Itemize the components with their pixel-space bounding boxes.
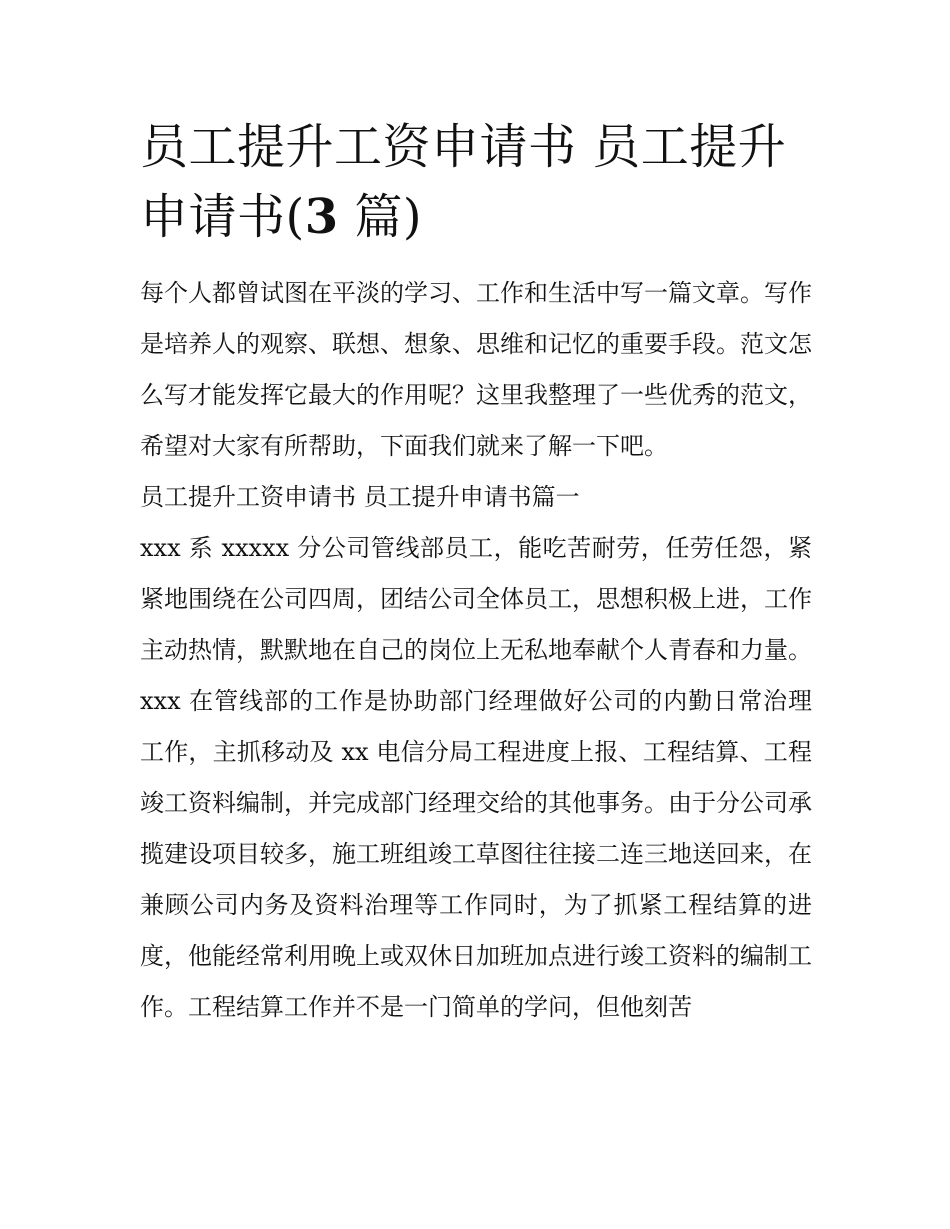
body-paragraph-2: xxx 在管线部的工作是协助部门经理做好公司的内勤日常治理工作，主抓移动及 xx 电信分局工程进度上报、工程结算、工程竣工资料编制，并完成部门经理交给的其他事务。由于分公司承揽建设项目较多，施工班组竣工草图往往接二连三地送回来，在兼顾公司内务及资料治理等工作同时，为了抓紧工程结算的进度，他能经常利用晚上或双休日加班加点进行竣工资料的编制工作。工程结算工作并不是一门简单的学问，但他刻苦 [140, 687, 812, 1021]
intro-paragraph: 每个人都曾试图在平淡的学习、工作和生活中写一篇文章。写作是培养人的观察、联想、想象、思维和记忆的重要手段。范文怎么写才能发挥它最大的作用呢？这里我整理了一些优秀的范文，希望对大家有所帮助，下面我们就来了解一下吧。 [140, 279, 812, 460]
title-text-part2: 篇) [338, 189, 423, 245]
document-body [140, 112, 812, 1033]
section-heading: 员工提升工资申请书 员工提升申请书篇一 [140, 483, 580, 511]
title-text-part1: 员工提升工资申请书 员工提升申请书( [140, 119, 787, 245]
document-title [140, 112, 812, 252]
title-number: 3 [304, 189, 339, 245]
body-paragraph-1: xxx 系 xxxxx 分公司管线部员工，能吃苦耐劳，任劳任怨，紧紧地围绕在公司四周，团结公司全体员工，思想积极上进，工作主动热情，默默地在自己的岗位上无私地奉献个人青春和力量。 [140, 534, 812, 664]
